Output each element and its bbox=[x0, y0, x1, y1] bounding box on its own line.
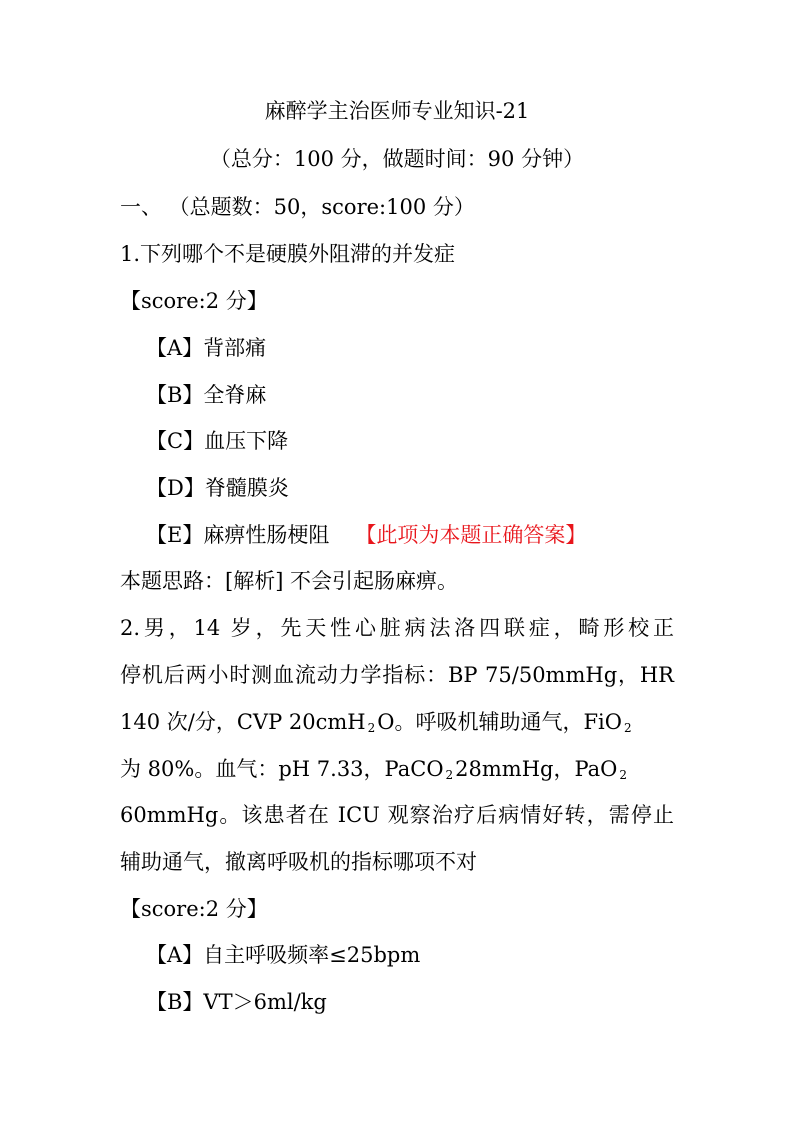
question-2-stem-line-3 bbox=[120, 708, 680, 742]
q2-line4-part-b: 28mmHg，PaO bbox=[455, 757, 618, 781]
document-title: 麻醉学主治医师专业知识-21 bbox=[264, 99, 530, 123]
q2-line4-subscript-2: 2 bbox=[619, 768, 628, 782]
q2-line4-part-a: 为 80%。血气：pH 7.33，PaCO bbox=[120, 757, 444, 781]
question-1-option-b: 【B】全脊麻 bbox=[146, 383, 267, 407]
q2-line3-subscript-2: 2 bbox=[623, 721, 632, 735]
question-1-stem: 1.下列哪个不是硬膜外阻滞的并发症 bbox=[120, 242, 456, 266]
question-1-analysis: 本题思路：[解析] 不会引起肠麻痹。 bbox=[120, 569, 459, 593]
q2-line3-part-b: O。呼吸机辅助通气，FiO bbox=[377, 710, 622, 734]
question-2-stem-line-1: 2.男，14 岁，先天性心脏病法洛四联症，畸形校正 bbox=[120, 616, 674, 640]
question-2-option-b: 【B】VT＞6ml/kg bbox=[146, 990, 327, 1014]
correct-answer-mark: 【此项为本题正确答案】 bbox=[355, 523, 587, 547]
q2-line4-subscript: 2 bbox=[445, 768, 454, 782]
question-2-stem-line-4 bbox=[120, 755, 680, 789]
q2-line3-part-a: 140 次/分，CVP 20cmH bbox=[120, 710, 366, 734]
document-subtitle: （总分：100 分，做题时间：90 分钟） bbox=[209, 147, 585, 171]
question-1-option-d: 【D】脊髓膜炎 bbox=[146, 476, 289, 500]
question-2-stem-line-5: 60mmHg。该患者在 ICU 观察治疗后病情好转，需停止 bbox=[120, 803, 674, 827]
question-1-option-e bbox=[146, 521, 706, 549]
question-2-score: 【score:2 分】 bbox=[120, 897, 268, 921]
q2-line3-subscript: 2 bbox=[367, 721, 376, 735]
question-1-option-c: 【C】血压下降 bbox=[146, 429, 289, 453]
question-2-stem-line-2: 停机后两小时测血流动力学指标：BP 75/50mmHg，HR bbox=[120, 663, 674, 687]
option-e-text: 【E】麻痹性肠梗阻 bbox=[146, 523, 330, 547]
question-1-option-a: 【A】背部痛 bbox=[146, 336, 267, 360]
question-2-stem-line-6: 辅助通气，撤离呼吸机的指标哪项不对 bbox=[120, 850, 477, 874]
section-header: 一、 （总题数：50，score:100 分） bbox=[120, 195, 475, 219]
question-2-option-a: 【A】自主呼吸频率≤25bpm bbox=[146, 943, 421, 967]
question-1-score: 【score:2 分】 bbox=[120, 289, 268, 313]
